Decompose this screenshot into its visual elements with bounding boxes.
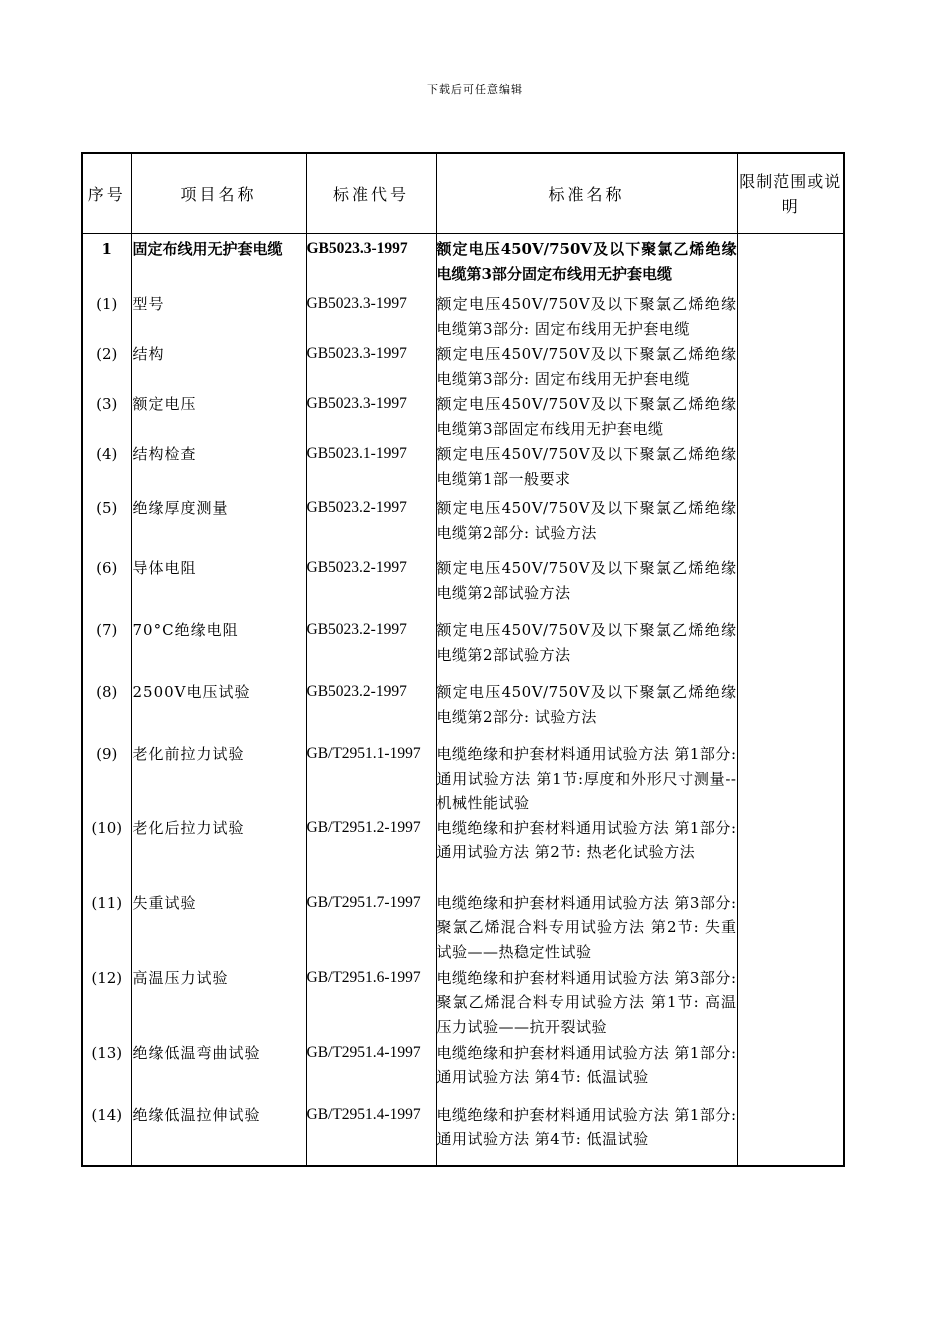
row-standard-code: GB5023.2-1997 [306,680,436,742]
row-number: (11) [82,891,131,966]
row-note [737,618,844,680]
row-note [737,556,844,618]
table-row [82,442,844,496]
row-number: 1 [82,234,131,293]
table-row [82,816,844,891]
row-number: (13) [82,1041,131,1103]
row-number: (5) [82,496,131,556]
row-standard-code: GB5023.1-1997 [306,442,436,496]
row-standard-title: 电缆绝缘和护套材料通用试验方法 第3部分: 聚氯乙烯混合料专用试验方法 第2节: 失重试验——热稳定性试验 [436,891,737,966]
row-standard-code: GB/T2951.1-1997 [306,742,436,816]
row-standard-code: GB/T2951.6-1997 [306,966,436,1041]
table-row [82,680,844,742]
header-serial-no: 序号 [82,153,131,234]
row-number: (12) [82,966,131,1041]
row-number: (1) [82,292,131,342]
row-note [737,392,844,442]
row-note [737,342,844,392]
header-standard-title: 标准名称 [436,153,737,234]
row-note [737,966,844,1041]
row-number: (3) [82,392,131,442]
table-body [82,234,844,1166]
row-note [737,742,844,816]
row-standard-title: 额定电压450V/750V及以下聚氯乙烯绝缘电缆第3部分: 固定布线用无护套电缆 [436,292,737,342]
row-item-name: 型号 [131,292,306,342]
row-standard-title: 额定电压450V/750V及以下聚氯乙烯绝缘电缆第1部一般要求 [436,442,737,496]
row-standard-title: 额定电压450V/750V及以下聚氯乙烯绝缘电缆第3部固定布线用无护套电缆 [436,392,737,442]
row-item-name: 固定布线用无护套电缆 [131,234,306,293]
row-item-name: 结构检查 [131,442,306,496]
row-item-name: 绝缘低温拉伸试验 [131,1103,306,1166]
row-standard-title: 电缆绝缘和护套材料通用试验方法 第3部分: 聚氯乙烯混合料专用试验方法 第1节: 高温压力试验——抗开裂试验 [436,966,737,1041]
row-item-name: 额定电压 [131,392,306,442]
row-standard-code: GB/T2951.7-1997 [306,891,436,966]
row-number: (6) [82,556,131,618]
row-standard-code: GB/T2951.4-1997 [306,1041,436,1103]
row-number: (2) [82,342,131,392]
row-item-name: 结构 [131,342,306,392]
table-row [82,618,844,680]
page-header: 下载后可任意编辑 [427,83,523,96]
table-row [82,556,844,618]
row-number: (4) [82,442,131,496]
header-item-name: 项目名称 [131,153,306,234]
table-row [82,292,844,342]
row-standard-code: GB5023.3-1997 [306,292,436,342]
row-standard-code: GB5023.3-1997 [306,392,436,442]
row-item-name: 2500V电压试验 [131,680,306,742]
table-row [82,1103,844,1166]
row-standard-title: 电缆绝缘和护套材料通用试验方法 第1部分:通用试验方法 第1节:厚度和外形尺寸测量--机械性能试验 [436,742,737,816]
row-note [737,1041,844,1103]
row-item-name: 老化后拉力试验 [131,816,306,891]
row-standard-code: GB5023.2-1997 [306,496,436,556]
row-note [737,891,844,966]
row-standard-code: GB5023.3-1997 [306,342,436,392]
row-standard-code: GB5023.3-1997 [306,234,436,293]
row-note [737,496,844,556]
table-header-row [82,153,844,234]
row-standard-title: 额定电压450V/750V及以下聚氯乙烯绝缘电缆第2部试验方法 [436,618,737,680]
row-item-name: 老化前拉力试验 [131,742,306,816]
row-standard-code: GB5023.2-1997 [306,618,436,680]
table-row [82,966,844,1041]
table-row [82,342,844,392]
row-standard-title: 电缆绝缘和护套材料通用试验方法 第1部分: 通用试验方法 第2节: 热老化试验方法 [436,816,737,891]
table-row [82,234,844,293]
row-item-name: 70°C绝缘电阻 [131,618,306,680]
table-row [82,891,844,966]
row-standard-code: GB/T2951.4-1997 [306,1103,436,1166]
row-standard-title: 电缆绝缘和护套材料通用试验方法 第1部分: 通用试验方法 第4节: 低温试验 [436,1103,737,1166]
row-item-name: 失重试验 [131,891,306,966]
row-number: (14) [82,1103,131,1166]
row-standard-title: 电缆绝缘和护套材料通用试验方法 第1部分: 通用试验方法 第4节: 低温试验 [436,1041,737,1103]
row-standard-title: 额定电压450V/750V及以下聚氯乙烯绝缘电缆第2部分: 试验方法 [436,680,737,742]
row-item-name: 绝缘厚度测量 [131,496,306,556]
row-standard-code: GB/T2951.2-1997 [306,816,436,891]
row-item-name: 导体电阻 [131,556,306,618]
row-note [737,1103,844,1166]
table-row [82,1041,844,1103]
row-note [737,680,844,742]
standards-table [81,152,845,1167]
table-row [82,742,844,816]
row-standard-title: 额定电压450V/750V及以下聚氯乙烯绝缘电缆第2部试验方法 [436,556,737,618]
table-row [82,392,844,442]
row-number: (9) [82,742,131,816]
row-standard-title: 额定电压450V/750V及以下聚氯乙烯绝缘电缆第3部分固定布线用无护套电缆 [436,234,737,293]
row-note [737,442,844,496]
row-note [737,816,844,891]
table-row [82,496,844,556]
row-standard-title: 额定电压450V/750V及以下聚氯乙烯绝缘电缆第2部分: 试验方法 [436,496,737,556]
row-note [737,292,844,342]
row-number: (8) [82,680,131,742]
row-number: (10) [82,816,131,891]
row-note [737,234,844,293]
header-standard-code: 标准代号 [306,153,436,234]
row-item-name: 绝缘低温弯曲试验 [131,1041,306,1103]
header-limit-note: 限制范围或说明 [737,153,844,234]
row-item-name: 高温压力试验 [131,966,306,1041]
row-standard-title: 额定电压450V/750V及以下聚氯乙烯绝缘电缆第3部分: 固定布线用无护套电缆 [436,342,737,392]
row-number: (7) [82,618,131,680]
row-standard-code: GB5023.2-1997 [306,556,436,618]
